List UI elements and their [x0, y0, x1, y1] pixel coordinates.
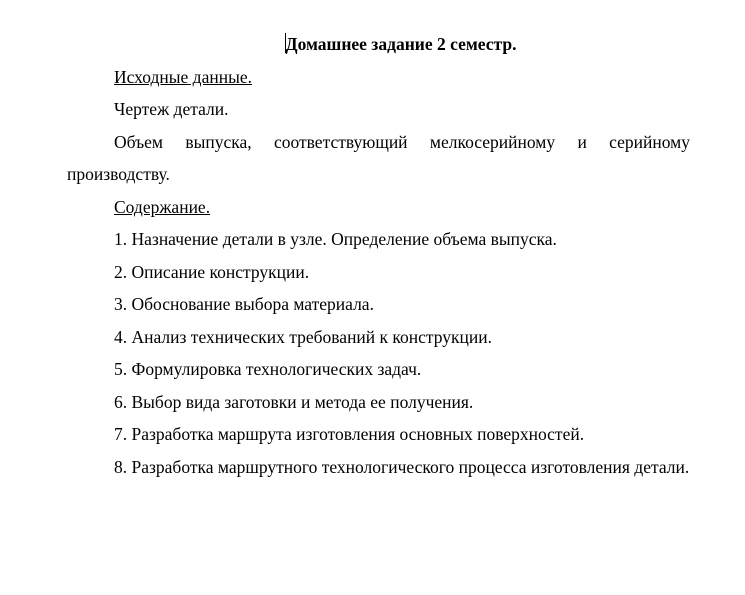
- content-heading-line: [67, 191, 690, 224]
- content-item: 7. Разработка маршрута изготовления основных поверхностей.: [114, 424, 585, 444]
- source-item: Объем выпуска, соответствующий мелкосерийному и серийному производству.: [67, 131, 690, 184]
- content-item: 5. Формулировка технологических задач.: [114, 359, 422, 379]
- content-item: 8. Разработка маршрутного технологического процесса изготовления детали.: [114, 456, 690, 477]
- content-item: 3. Обоснование выбора материала.: [114, 294, 374, 314]
- content-heading: Содержание.: [114, 196, 211, 217]
- content-item: 4. Анализ технических требований к конструкции.: [114, 326, 493, 347]
- content-item: 2. Описание конструкции.: [114, 261, 310, 282]
- document-page: [67, 28, 690, 483]
- source-heading: Исходные данные.: [114, 66, 252, 87]
- source-heading-line: [67, 61, 690, 94]
- content-item: 1. Назначение детали в узле. Определение объема выпуска.: [114, 229, 557, 249]
- content-item: 6. Выбор вида заготовки и метода ее получения.: [114, 391, 474, 412]
- document-title-line: [67, 28, 690, 61]
- source-item: Чертеж детали.: [114, 99, 229, 119]
- document-title: Домашнее задание 2 семестр.: [285, 34, 517, 54]
